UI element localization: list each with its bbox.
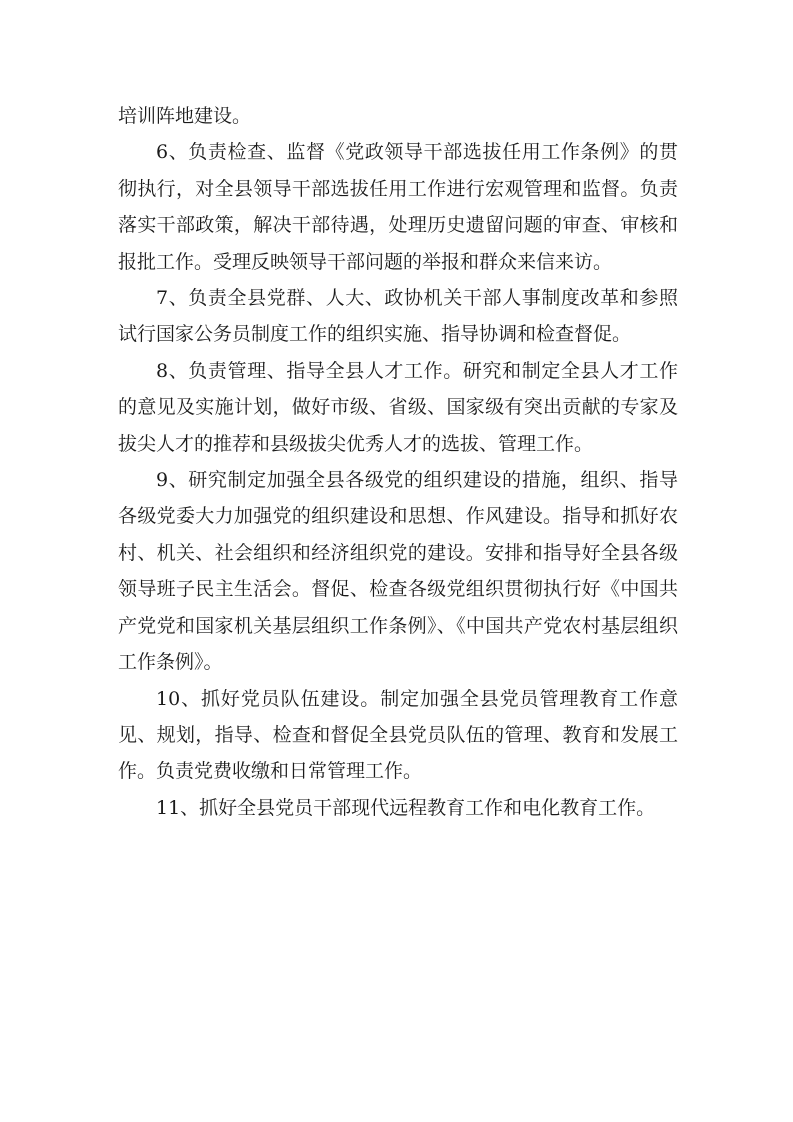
document-body: [118, 98, 678, 826]
paragraph-item-6: 6、负责检查、监督《党政领导干部选拔任用工作条例》的贯彻执行，对全县领导干部选拔任用工作进行宏观管理和监督。负责落实干部政策，解决干部待遇，处理历史遗留问题的审查、审核和报批工作。受理反映领导干部问题的举报和群众来信来访。: [118, 141, 678, 273]
paragraph-item-7: 7、负责全县党群、人大、政协机关干部人事制度改革和参照试行国家公务员制度工作的组织实施、指导协调和检查督促。: [118, 287, 678, 346]
paragraph-item-10: 10、抓好党员队伍建设。制定加强全县党员管理教育工作意见、规划，指导、检查和督促全县党员队伍的管理、教育和发展工作。负责党费收缴和日常管理工作。: [118, 687, 678, 783]
paragraph-item-9: 9、研究制定加强全县各级党的组织建设的措施，组织、指导各级党委大力加强党的组织建设和思想、作风建设。指导和抓好农村、机关、社会组织和经济组织党的建设。安排和指导好全县各级领导班子民主生活会。督促、检查各级党组织贯彻执行好《中国共产党党和国家机关基层组织工作条例》、《中国共产党农村基层组织工作条例》。: [118, 469, 678, 674]
paragraph-item-11: 11、抓好全县党员干部现代远程教育工作和电化教育工作。: [156, 796, 656, 819]
paragraph-item-8: 8、负责管理、指导全县人才工作。研究和制定全县人才工作的意见及实施计划，做好市级、省级、国家级有突出贡献的专家及拔尖人才的推荐和县级拔尖优秀人才的选拔、管理工作。: [118, 359, 678, 455]
paragraph-continuation: 培训阵地建设。: [118, 105, 252, 127]
